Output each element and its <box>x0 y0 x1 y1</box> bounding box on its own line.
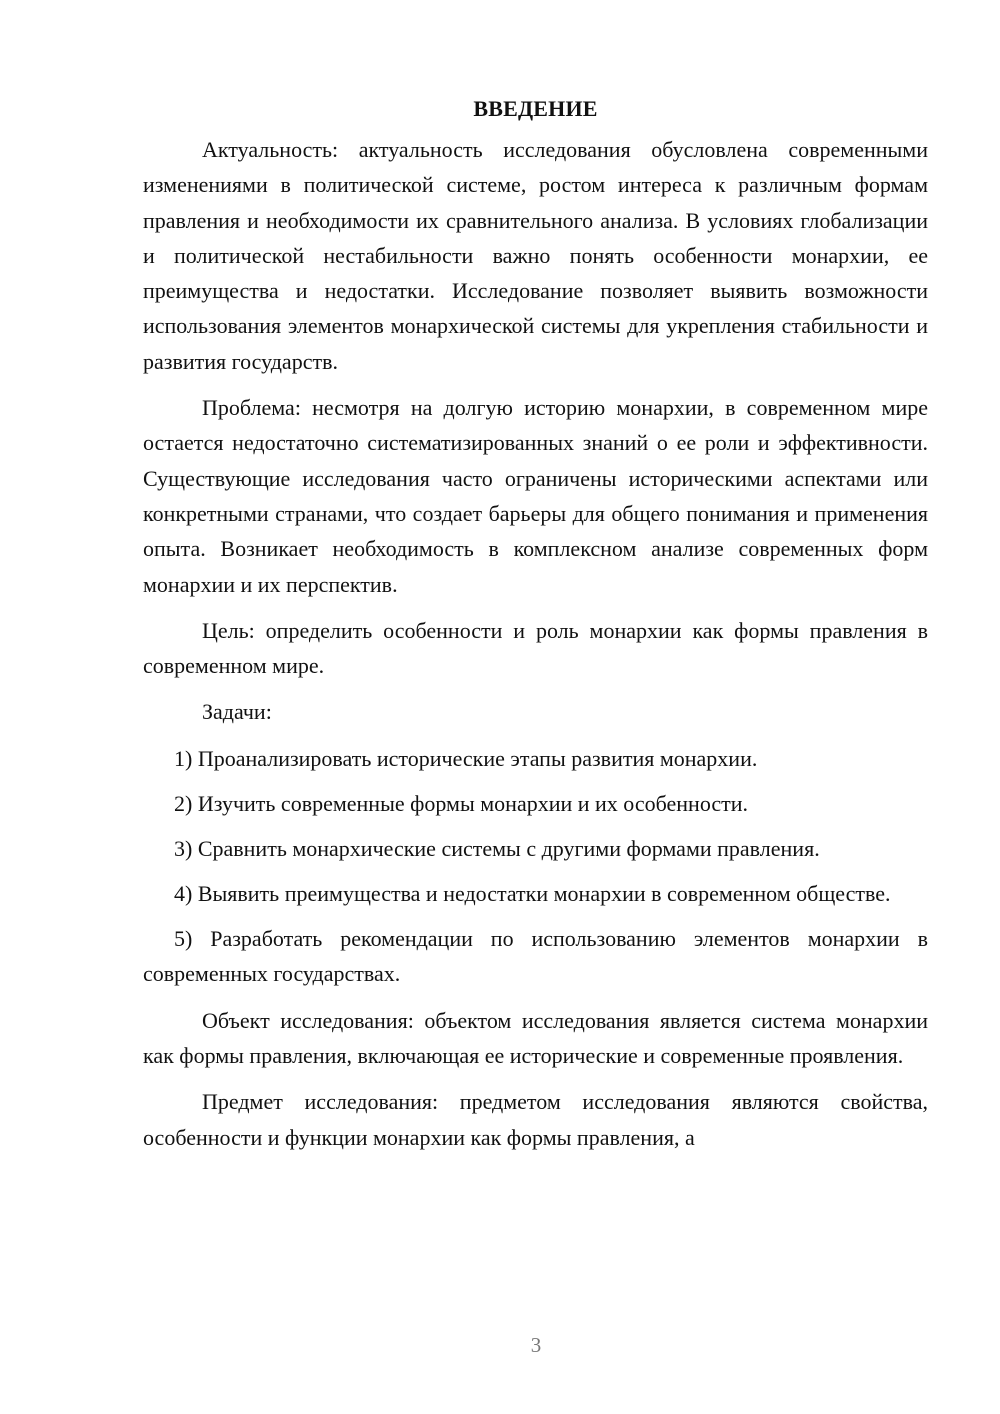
paragraph-tasks-heading: Задачи: <box>202 699 272 725</box>
paragraph-object: Объект исследования: объектом исследования является система монархии как формы правления, включающая ее исторические и современные проявления. <box>143 1007 928 1069</box>
page-number: 3 <box>530 1333 542 1357</box>
paragraph-relevance: Актуальность: актуальность исследования обусловлена современными изменениями в политической системе, ростом интереса к различным формам правления и необходимости их сравнительного анализа. В условиях глобализации и политической нестабильности важно понять особенности монархии, ее преимущества и недостатки. Исследование позволяет выявить возможности использования элементов монархической системы для укрепления стабильности и развития государств. <box>143 137 928 374</box>
page-title: ВВЕДЕНИЕ <box>473 96 598 121</box>
paragraph-subject: Предмет исследования: предметом исследования являются свойства, особенности и функции монархии как формы правления, а <box>143 1089 928 1150</box>
task-item: 1) Проанализировать исторические этапы развития монархии. <box>174 745 758 771</box>
paragraph-problem: Проблема: несмотря на долгую историю монархии, в современном мире остается недостаточно систематизированных знаний о ее роли и эффективности. Существующие исследования часто ограничены историческими аспектами или конкретными странами, что создает барьеры для общего понимания и применения опыта. Возникает необходимость в комплексном анализе современных форм монархии и их перспектив. <box>143 395 928 597</box>
task-item: 4) Выявить преимущества и недостатки монархии в современном обществе. <box>174 881 891 907</box>
task-item: 5) Разработать рекомендации по использованию элементов монархии в современных государствах. <box>143 926 928 987</box>
task-item: 2) Изучить современные формы монархии и их особенности. <box>174 790 749 816</box>
document-page <box>143 92 928 1155</box>
paragraph-goal: Цель: определить особенности и роль монархии как формы правления в современном мире. <box>143 617 928 679</box>
task-item: 3) Сравнить монархические системы с другими формами правления. <box>174 835 820 861</box>
